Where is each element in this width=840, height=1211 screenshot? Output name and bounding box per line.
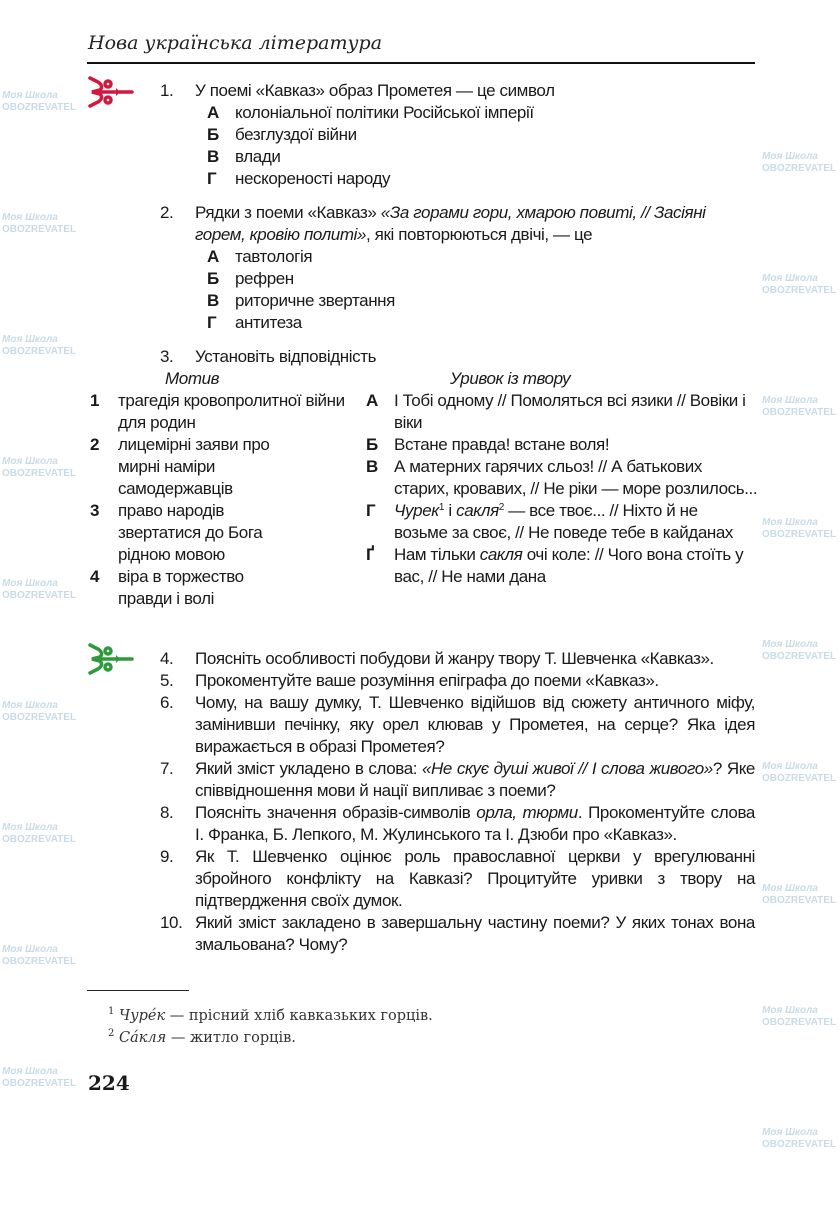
option-text: безглуздої війни [235,125,357,144]
option-letter: А [207,247,219,266]
motive-number: 1 [90,391,100,410]
motive-text: трагедія кровопролитної війни для родин [118,391,345,432]
question-text: Як Т. Шевченко оцінює роль православної церкви у врегулюванні збройного конфлікту на Кавказі? Процитуйте уривки з твору на підтвердження своїх думок. [195,847,755,910]
excerpt-item [366,434,758,456]
excerpt-item [366,390,758,434]
column-header-excerpt: Уривок із твору [450,369,571,388]
answer-option [207,290,755,312]
excerpt-letter: Б [366,435,378,454]
watermark: Моя Школа OBOZREVATEL [762,273,837,296]
footnote-1: $^1$ Чурéк — прісний хліб кавказьких горців. [108,1006,433,1024]
option-letter: А [207,103,219,122]
watermark: Моя Школа OBOZREVATEL [2,700,77,723]
excerpt-text: Встане правда! встане воля! [394,435,610,454]
question-item: 10. Який зміст закладено в завершальну частину поеми? У яких тонах вона змальована? Чому? [160,913,755,954]
page-number: 224 [88,1071,130,1095]
motive-item [90,566,366,610]
excerpt-item [366,500,758,544]
column-header-motive: Мотив [165,369,220,388]
option-letter: Г [207,169,217,188]
watermark: Моя Школа OBOZREVATEL [2,1066,77,1089]
watermark: Моя Школа OBOZREVATEL [762,639,837,662]
question-text: Чому, на вашу думку, Т. Шевченко відійшов від сюжету античного міфу, замінивши печінку, яку орел клював у Прометея, на серце? Яка ідея виражається в образі Прометея? [195,693,755,756]
watermark: Моя Школа OBOZREVATEL [2,90,77,113]
question-1: 1. У поемі «Кавказ» образ Прометея — це символ А колоніальної політики Російської імперії Б безглуздої війни В влади Г нескореності народу [160,80,755,190]
answer-option [207,102,755,124]
page-content [87,80,759,1095]
trident-questions-icon [86,641,136,677]
excerpt-item [366,456,758,500]
excerpt-letter: Г [366,501,376,520]
watermark: Моя Школа OBOZREVATEL [762,395,837,418]
questions-section [87,648,759,956]
option-text: влади [235,147,281,166]
answer-option [207,312,755,334]
motive-text: віра в торжество правди і волі [118,567,244,608]
watermark: Моя Школа OBOZREVATEL [762,761,837,784]
question-text: Прокоментуйте ваше розуміння епіграфа до поеми «Кавказ». [195,671,659,690]
option-text: риторичне звертання [235,291,395,310]
matching-right-column [366,390,758,610]
watermark: Моя Школа OBOZREVATEL [762,1005,837,1028]
option-text: нескореності народу [235,169,391,188]
footnote-rule [87,990,189,991]
answer-option [207,268,755,290]
excerpt-text: А матерних гарячих сльоз! // А батькових старих, кровавих, // Не ріки — море розлилось... [394,457,758,498]
header-rule [87,62,755,64]
excerpt-letter: А [366,391,378,410]
excerpt-text: І Тобі одному // Помоляться всі язики // Вовіки і віки [394,391,746,432]
watermark: Моя Школа OBOZREVATEL [2,212,77,235]
watermark: Моя Школа OBOZREVATEL [2,944,77,967]
option-letter: Б [207,125,219,144]
answer-option [207,168,755,190]
running-header: Нова українська література [88,32,383,54]
option-letter: В [207,291,219,310]
option-letter: В [207,147,219,166]
question-2: 2. Рядки з поеми «Кавказ» «За горами гори, хмарою повиті, // Засіяні горем, кровію политі», які повторюються двічі, — це А тавтологія Б рефрен В риторичне звертання Г антитеза [160,202,755,334]
answer-option [207,124,755,146]
watermark: Моя Школа OBOZREVATEL [762,517,837,540]
question-item: 7. Який зміст укладено в слова: «Не скує душі живої // І слова живого»? Яке співвідношення мови й нації випливає з поеми? [160,759,755,800]
footnote-2: $^2$ Сáкля — житло горців. [108,1028,296,1046]
watermark: Моя Школа OBOZREVATEL [762,883,837,906]
answer-option [207,246,755,268]
question-item: 6. Чому, на вашу думку, Т. Шевченко відійшов від сюжету античного міфу, замінивши печінку, яку орел клював у Прометея, на серце? Яка ідея виражається в образі Прометея? [160,693,755,756]
watermark: Моя Школа OBOZREVATEL [2,822,77,845]
question-text: Який зміст укладено в слова: «Не скує душі живої // І слова живого»? Яке співвідношення мови й нації випливає з поеми? [195,759,755,800]
answer-option [207,146,755,168]
motive-number: 4 [90,567,100,586]
option-letter: Г [207,313,217,332]
question-item: 9. Як Т. Шевченко оцінює роль православної церкви у врегулюванні збройного конфлікту на Кавказі? Процитуйте уривки з твору на підтвердження своїх думок. [160,847,755,910]
motive-text: право народів звертатися до Бога рідною мовою [118,501,263,564]
watermark: Моя Школа OBOZREVATEL [2,456,77,479]
option-text: антитеза [235,313,302,332]
question-text: Поясніть значення образів-символів орла, тюрми. Прокоментуйте слова І. Франка, Б. Лепкого, М. Жулинського та І. Дзюби про «Кавказ». [195,803,755,844]
question-item: 8. Поясніть значення образів-символів орла, тюрми. Прокоментуйте слова І. Франка, Б. Лепкого, М. Жулинського та І. Дзюби про «Кавказ». [160,803,755,844]
excerpt-text: Нам тільки сакля очі коле: // Чого вона стоїть у вас, // Не нами дана [394,545,744,586]
excerpt-letter: Ґ [366,545,374,564]
motive-item [90,390,366,434]
motive-number: 3 [90,501,100,520]
watermark: Моя Школа OBOZREVATEL [762,151,837,174]
watermark: Моя Школа OBOZREVATEL [2,334,77,357]
motive-item [90,500,366,566]
option-text: тавтологія [235,247,313,266]
trident-test-icon [86,74,136,110]
excerpt-item [366,544,758,588]
motive-number: 2 [90,435,100,454]
question-3: 3. Установіть відповідність [160,347,377,366]
motive-item [90,434,366,500]
question-item: 5. Прокоментуйте ваше розуміння епіграфа до поеми «Кавказ». [160,670,755,692]
watermark: Моя Школа OBOZREVATEL [762,1127,837,1150]
option-letter: Б [207,269,219,288]
excerpt-letter: В [366,457,378,476]
question-text: Поясніть особливості побудови й жанру твору Т. Шевченка «Кавказ». [195,649,714,668]
matching-left-column [90,390,366,610]
motive-text: лицемірні заяви про мирні наміри самодержавців [118,435,270,498]
question-item: 4. Поясніть особливості побудови й жанру твору Т. Шевченка «Кавказ». [160,648,755,670]
option-text: колоніальної політики Російської імперії [235,103,534,122]
question-text: Який зміст закладено в завершальну частину поеми? У яких тонах вона змальована? Чому? [195,913,755,954]
excerpt-text: Чурек$^1$ і сакля$^2$ — все твоє... // Ніхто й не возьме за своє, // Не поведе тебе в кайданах [394,501,734,542]
watermark: Моя Школа OBOZREVATEL [2,578,77,601]
option-text: рефрен [235,269,294,288]
questions-list [160,648,755,956]
